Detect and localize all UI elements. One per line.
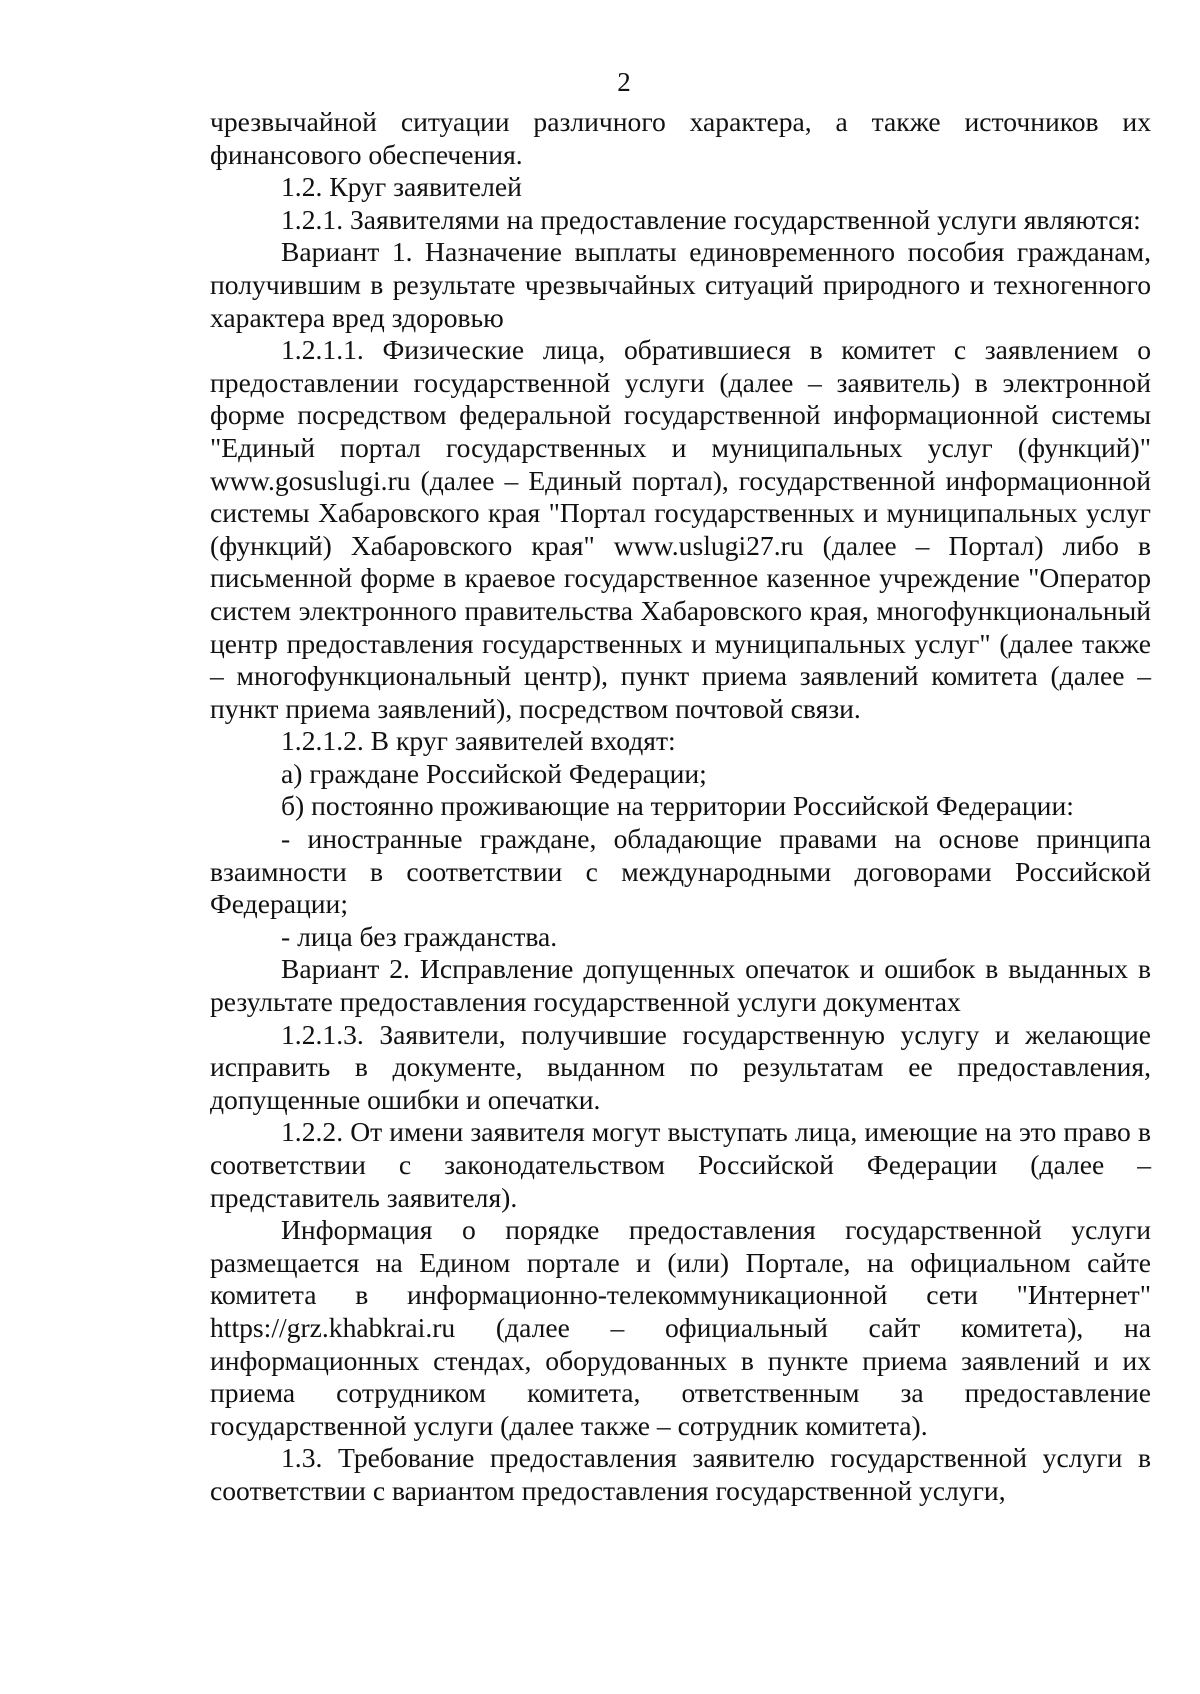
paragraph-information: Информация о порядке предоставления государственной услуги размещается на Едином портале и (или) Портале, на официальном сайте комитета в информационно-телекоммуникационной сети "Интернет" https://grz.khabkrai.ru (далее – официальный сайт комитета), на информационных стендах, оборудованных в пункте приема заявлений и их приема сотрудником комитета, ответственным за предоставление государственной услуги (далее также – сотрудник комитета). xyxy=(210,1214,1151,1441)
document-body xyxy=(210,106,1151,1508)
list-item-stateless: - лица без гражданства. xyxy=(281,920,558,952)
paragraph-1-2-1-3: 1.2.1.3. Заявители, получившие государственную услугу и желающие исправить в документе, выданном по результатам ее предоставления, допущенные ошибки и опечатки. xyxy=(210,1018,1151,1115)
paragraph-1-2-2: 1.2.2. От имени заявителя могут выступать лица, имеющие на это право в соответствии с законодательством Российской Федерации (далее – представитель заявителя). xyxy=(210,1116,1151,1213)
paragraph-variant-2: Вариант 2. Исправление допущенных опечаток и ошибок в выданных в результате предоставления государственной услуги документах xyxy=(210,953,1151,1018)
paragraph-1-2-1-2: 1.2.1.2. В круг заявителей входят: xyxy=(281,725,676,757)
page-number: 2 xyxy=(617,67,631,97)
list-item-foreign-citizens: - иностранные граждане, обладающие правами на основе принципа взаимности в соответствии с международными договорами Российской Федерации; xyxy=(210,823,1151,920)
paragraph-1-2-1: 1.2.1. Заявителями на предоставление государственной услуги являются: xyxy=(281,203,1141,235)
paragraph-variant-1: Вариант 1. Назначение выплаты единовременного пособия гражданам, получившим в результате чрезвычайных ситуаций природного и техногенного характера вред здоровью xyxy=(210,236,1151,333)
section-heading-1-2: 1.2. Круг заявителей xyxy=(281,171,522,203)
list-item-b: б) постоянно проживающие на территории Российской Федерации: xyxy=(281,790,1074,822)
paragraph-1-2-1-1: 1.2.1.1. Физические лица, обратившиеся в комитет с заявлением о предоставлении государственной услуги (далее – заявитель) в электронной форме посредством федеральной государственной информационной системы "Единый портал государственных и муниципальных услуг (функций)" www.gosuslugi.ru (далее – Единый портал), государственной информационной системы Хабаровского края "Портал государственных и муниципальных услуг (функций) Хабаровского края" www.uslugi27.ru (далее – Портал) либо в письменной форме в краевое государственное казенное учреждение "Оператор систем электронного правительства Хабаровского края, многофункциональный центр предоставления государственных и муниципальных услуг" (далее также – многофункциональный центр), пункт приема заявлений комитета (далее – пункт приема заявлений), посредством почтовой связи. xyxy=(210,334,1151,724)
list-item-a: а) граждане Российской Федерации; xyxy=(281,757,707,789)
paragraph-1-3: 1.3. Требование предоставления заявителю государственной услуги в соответствии с вариантом предоставления государственной услуги, xyxy=(210,1442,1151,1506)
paragraph-continuation: чрезвычайной ситуации различного характера, а также источников их финансового обеспечения. xyxy=(210,106,1151,170)
